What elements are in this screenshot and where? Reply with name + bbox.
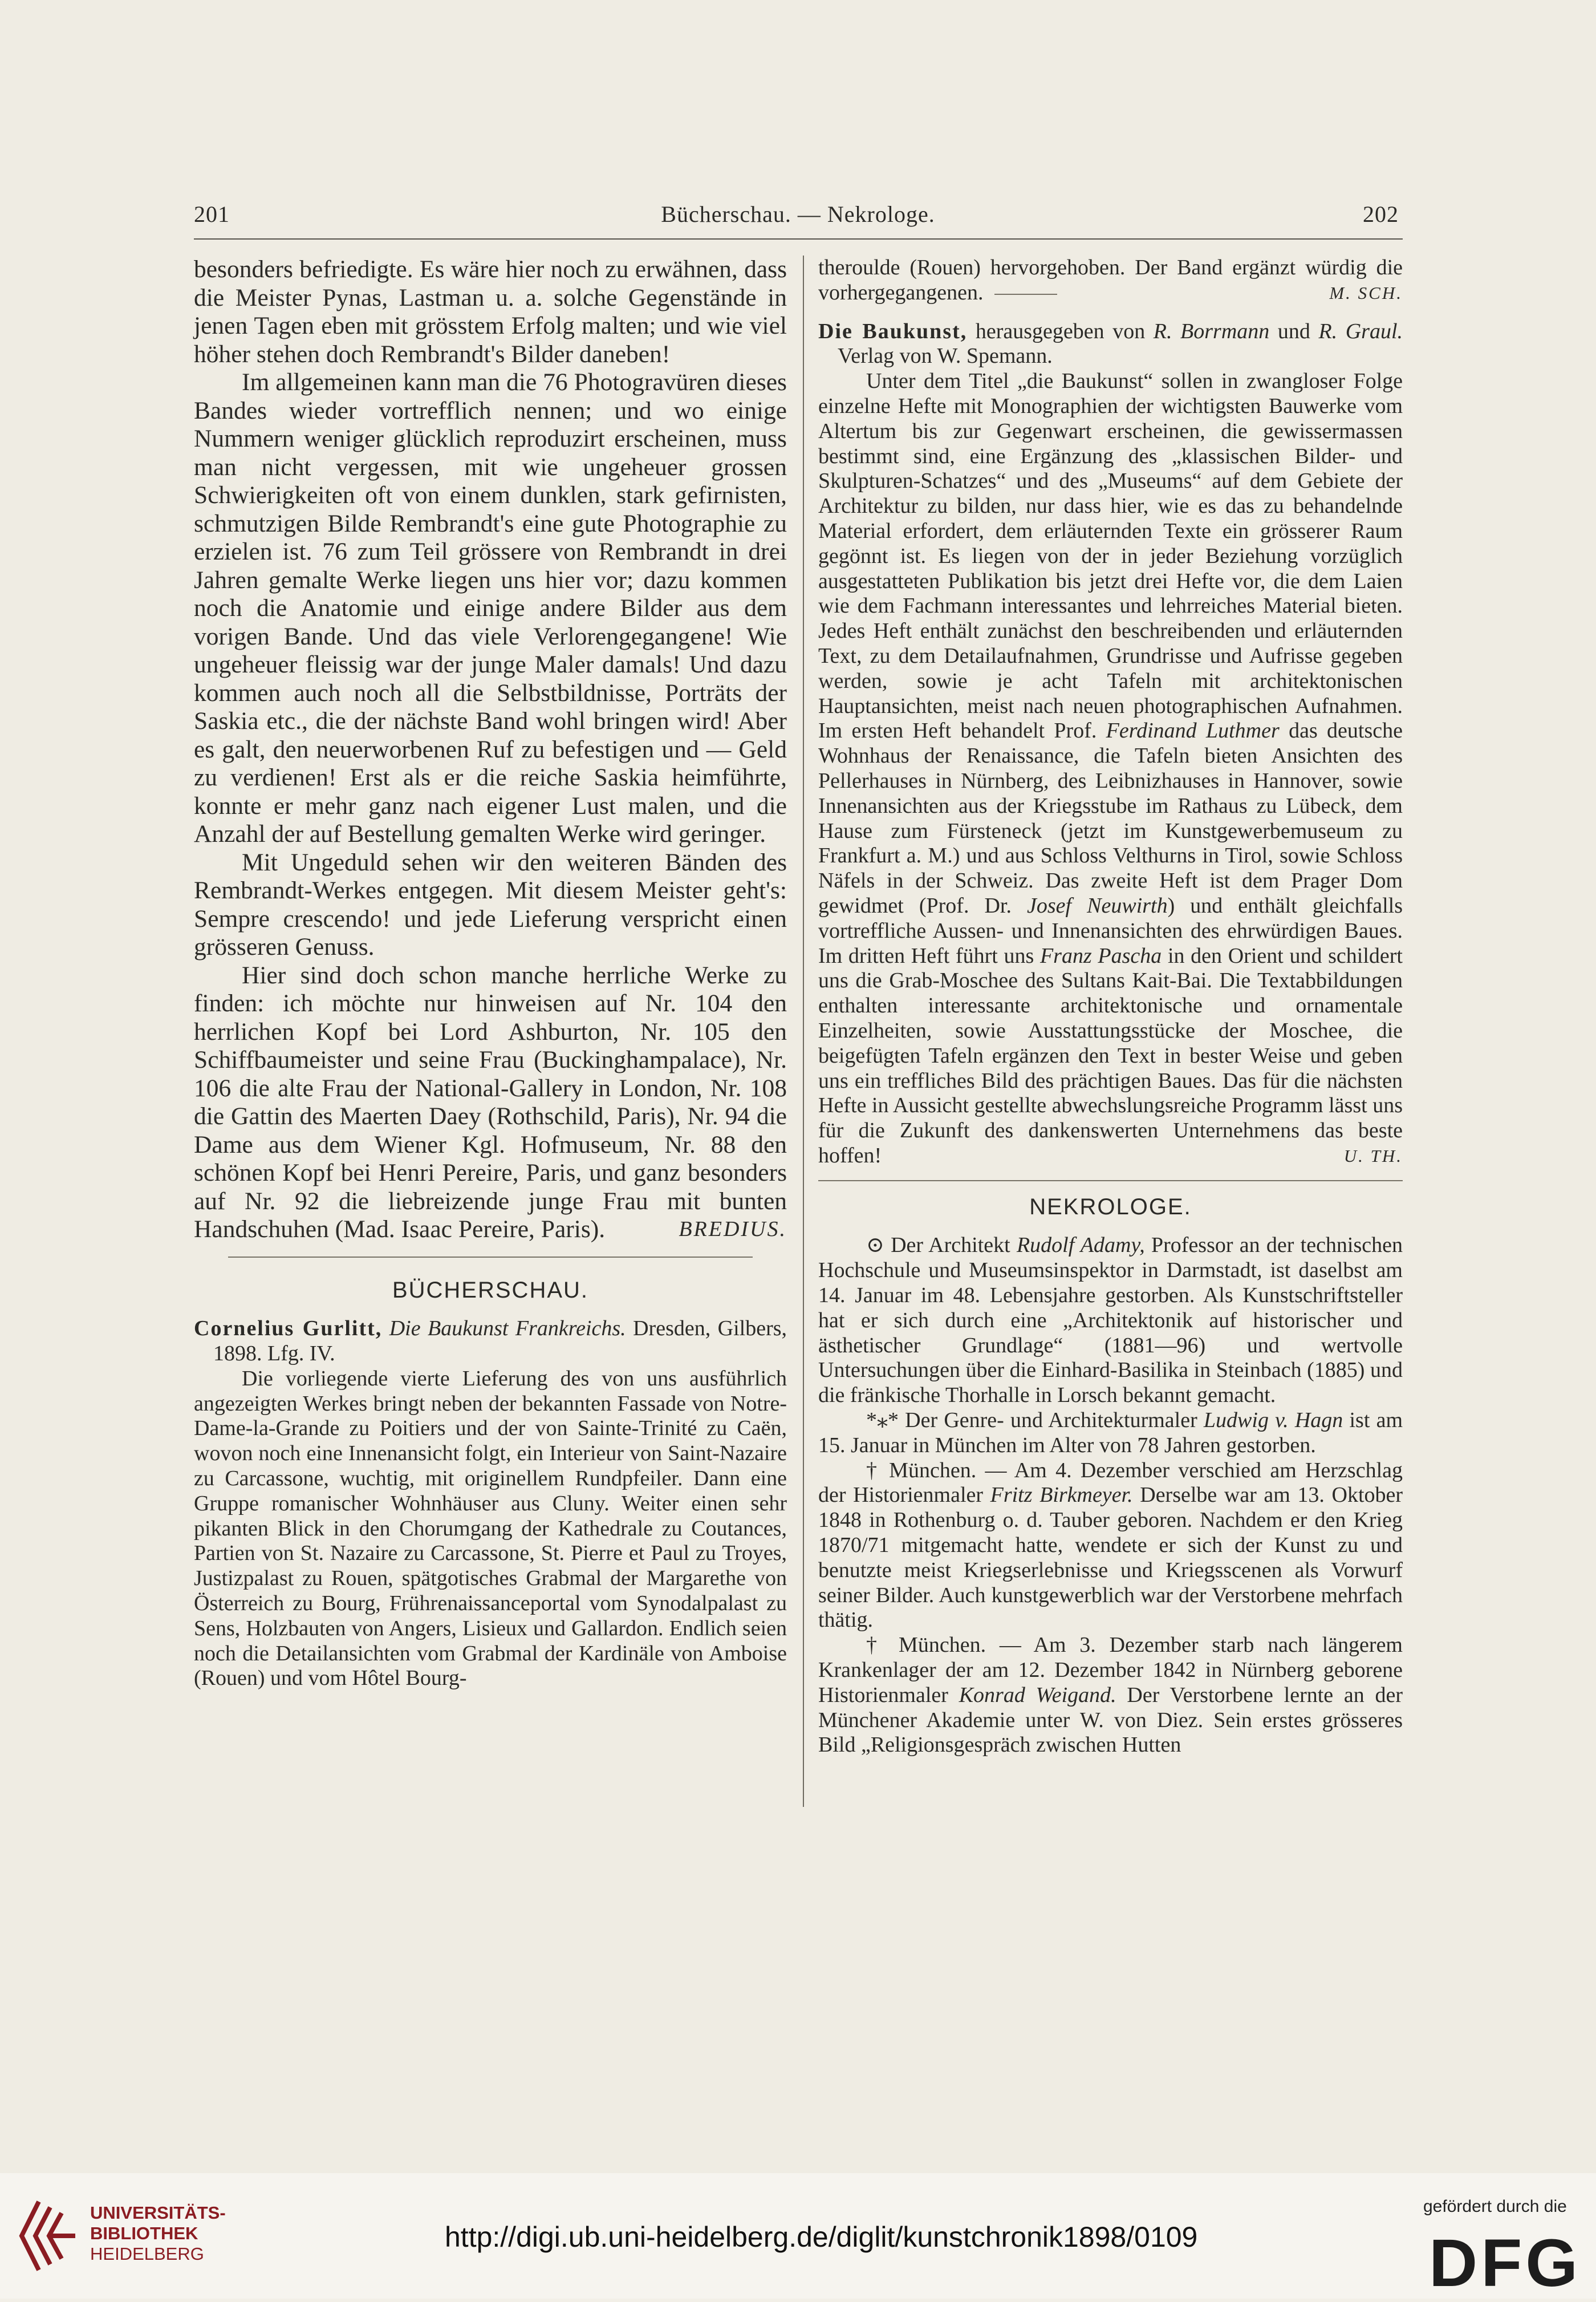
review-title: Die Baukunst Frankreichs. — [389, 1316, 626, 1341]
obituary-birkmeyer-text: Derselbe war am 13. Oktober 1848 in Rothenburg o. d. Tauber geboren. Nachdem er den Krieg 1870/71 mitgemacht hatte, wendete er sich der Kunst zu und benutzte meist Kriegserlebnisse und Kriegsscenen als Vorwurf seiner Bilder. Auch kunstgewerblich war der Verstorbene mehrfach thätig. — [818, 1483, 1403, 1632]
obituary-birkmeyer-intro: † München. — Am 4. Dezember verschied am Herzschlag der Historienmaler — [818, 1458, 1403, 1507]
left-paragraph-1: besonders befriedigte. Es wäre hier noch zu erwähnen, dass die Meister Pynas, Lastman u. a. solche Gegenstände in jenen Tagen eben mit grösstem Erfolg malten; und wie viel höher stehen doch Rembrandt's Bilder daneben! — [194, 256, 787, 368]
review-gurlitt-body: Die vorliegende vierte Lieferung des von uns ausführlich angezeigten Werkes bringt neben der bekannten Fassade von Notre-Dame-la-Grande zu Poitiers und der von Sainte-Trinité zu Caën, wovon noch eine Innenansicht folgt, ein Interieur von Saint-Nazaire zu Carcassone, wuchtig, mit originellem Rundpfeiler. Dann eine Gruppe romanischer Wohnhäuser aus Cluny. Weiter einen sehr pikanten Blick in den Chorumgang der Kathedrale zu Coutances, Partien von St. Nazaire zu Carcassone, St. Pierre et Paul zu Troyes, Justizpalast zu Rouen, spätgotisches Grabmal der Margarethe von Österreich zu Bourg, Frührenaissanceportal vom Synodalpalast zu Sens, Holzbauten von Angers, Lisieux und Gallardon. Endlich seien noch die Detailansichten vom Grabmal der Kardinäle von Amboise (Rouen) und vom Hôtel Bourg- — [194, 1366, 787, 1691]
review-publication: Dresden, Gilbers, 1898. Lfg. IV. — [213, 1316, 787, 1366]
signature-u-th: U. TH. — [1343, 1145, 1403, 1166]
review-gurlitt-heading — [194, 1316, 787, 1367]
editor-borrmann: R. Borrmann — [1153, 319, 1270, 343]
review-baukunst-heading — [818, 319, 1403, 370]
baukunst-text-b: das deutsche Wohnhaus der Renaissance, die Tafeln bieten Ansichten des Pellerhauses in Nürnberg, des Leibnizhauses in Hannover, sowie Innenansichten aus der Kriegsstube im Rathaus zu Lübeck, dem Hause zum Fürsteneck (jetzt im Kunstgewerbemuseum zu Frankfurt a. M.) und aus Schloss Velthurns in Tirol, sowie Schloss Näfels in der Schweiz. Das zweite Heft ist dem Prager Dom gewidmet (Prof. Dr. — [818, 719, 1403, 918]
page-number-right: 202 — [1363, 201, 1399, 227]
obituary-weigand — [818, 1633, 1403, 1758]
obituary-weigand-intro: † München. — Am 3. Dezember starb nach längerem Krankenlager der am 12. Dezember 1842 in Nürnberg geborene Historienmaler — [818, 1633, 1403, 1707]
left-paragraph-4-text: Hier sind doch schon manche herrliche Werke zu finden: ich möchte nur hinweisen auf Nr. 104 den herrlichen Kopf bei Lord Ashburton, Nr. 105 den Schiffbaumeister und seine Frau (Buckinghampalace), Nr. 106 die alte Frau der National-Gallery in London, Nr. 108 die Gattin des Maerten Daey (Rothschild, Paris), Nr. 94 die Dame aus dem Wiener Kgl. Hofmuseum, Nr. 88 den schönen Kopf bei Henri Pereire, Paris, und ganz besonders auf Nr. 92 die liebreizende junge Frau mit bunten Handschuhen (Mad. Isaac Pereire, Paris). — [194, 961, 787, 1243]
baukunst-text-a: Unter dem Titel „die Baukunst“ sollen in zwangloser Folge einzelne Hefte mit Monographien der wichtigsten Bauwerke vom Altertum bis zur Gegenwart erscheinen, die gewissermassen bestimmt sind, eine Ergänzung des „klassischen Bilder- und Skulpturen-Schatzes“ und des „Museums“ auf dem Gebiete der Architektur zu bilden, nur dass hier, wie es das zu behandelnde Material erfordert, dem erläuternden Texte ein grösserer Raum gegönnt ist. Es liegen von der in jeder Beziehung vorzüglich ausgestatteten Publikation bis jetzt drei Hefte vor, die dem Laien wie dem Fachmann interessantes und lehrreiches Material bieten. Jedes Heft enthält zunächst den beschreibenden und erläuternden Text, zu dem Detailaufnahmen, Grundrisse und Aufrisse gegeben werden, sowie je acht Tafeln mit architektonischen Hauptansichten, meist nach neuen photographischen Aufnahmen. Im ersten Heft behandelt Prof. — [818, 369, 1403, 743]
editors-and: und — [1277, 319, 1310, 343]
running-title: Bücherschau. — Nekrologe. — [661, 201, 935, 227]
left-column — [194, 256, 787, 1691]
obituary-birkmeyer — [818, 1458, 1403, 1634]
review-baukunst-title: Die Baukunst, — [818, 319, 968, 343]
section-title-nekrologe: NEKROLOGE. — [1029, 1194, 1192, 1219]
permalink-url[interactable]: http://digi.ub.uni-heidelberg.de/diglit/kunstchronik1898/0109 — [445, 2221, 1198, 2253]
name-birkmeyer: Fritz Birkmeyer. — [990, 1483, 1133, 1507]
library-name-line-2: BIBLIOTHEK — [90, 2223, 198, 2243]
right-column — [818, 256, 1403, 1758]
baukunst-text-d: in den Orient und schildert uns die Grab-Moschee des Sultans Kait-Bai. Die Textabbildungen enthalten interessante architektonische und ornamentale Einzelheiten, sowie Ausstattungsstücke der Moschee, die beigefügten Tafeln ergänzen den Text in bester Weise und geben uns ein treffliches Bild des prächtigen Baues. Das für die nächsten Hefte in Aussicht gestellte abwechslungsreiche Programm lässt uns für die Zukunft des dankenswerten Unternehmens das beste hoffen! — [818, 943, 1403, 1168]
name-neuwirth: Josef Neuwirth — [1027, 893, 1168, 918]
left-paragraph-2: Im allgemeinen kann man die 76 Photogravüren dieses Bandes wieder vortrefflich nennen; und wo einige Nummern weniger glücklich reproduzirt erscheinen, muss man nicht vergessen, mit wie ungeheuer grossen Schwierigkeiten oft von einem dunklen, stark gefirnisten, schmutzigen Bilde Rembrandt's eine gute Photographie zu erzielen ist. 76 zum Teil grössere von Rembrandt in drei Jahren gemalte Werke liegen uns hier vor; dazu kommen noch die Anatomie und einige andere Bilder aus dem vorigen Bande. Und das viele Verlorengegangene! Wie ungeheuer fleissig war der junge Maler damals! Und dazu kommen auch noch all die Selbstbildnisse, Porträts der Saskia etc., die der nächste Band wohl bringen wird! Aber es galt, den neuerworbenen Ruf zu befestigen und — Geld zu verdienen! Erst als er die reiche Saskia heimführte, konnte er mehr ganz nach eigener Lust malen, und die Anzahl der auf Bestellung gemalten Werke wird geringer. — [194, 368, 787, 848]
funded-by-label: gefördert durch die — [1423, 2197, 1567, 2216]
obituary-hagn-intro: *⁎* Der Genre- und Architekturmaler — [866, 1408, 1197, 1433]
library-name — [90, 2203, 226, 2264]
name-luthmer: Ferdinand Luthmer — [1106, 719, 1280, 743]
name-hagn: Ludwig v. Hagn — [1203, 1408, 1343, 1433]
page-number-left: 201 — [194, 201, 230, 227]
obituary-weigand-text: Der Verstorbene lernte an der Münchener Akademie unter W. von Diez. Sein erstes grösseres Bild „Religionsgespräch zwischen Hutten — [818, 1683, 1403, 1757]
signature-bredius: BREDIUS. — [679, 1217, 787, 1241]
review-author: Cornelius Gurlitt, — [194, 1316, 383, 1341]
review-baukunst-body — [818, 369, 1403, 1169]
left-paragraph-3: Mit Ungeduld sehen wir den weiteren Bänden des Rembrandt-Werkes entgegen. Mit diesem Meister geht's: Sempre crescendo! und jede Lieferung verspricht einen grösseren Genuss. — [194, 848, 787, 960]
obituary-adamy — [818, 1233, 1403, 1408]
obituary-adamy-text: Professor an der technischen Hochschule und Museumsinspektor in Darmstadt, ist daselbst am 14. Januar im 48. Lebensjahre gestorben. Als Kunstschriftsteller hat er sich durch eine „Architektonik auf historischer und ästhetischer Grundlage“ (1881—96) und wertvolle Untersuchungen über die Einhard-Basilika in Steinbach (1885) und die fränkische Thorhalle in Lorsch bekannt gemacht. — [818, 1233, 1403, 1408]
section-rule — [228, 1257, 753, 1258]
left-paragraph-4 — [194, 962, 787, 1244]
name-adamy: Rudolf Adamy, — [1016, 1233, 1145, 1258]
short-rule — [994, 294, 1057, 295]
section-title-buecherschau: BÜCHERSCHAU. — [392, 1277, 589, 1303]
signature-m-sch: M. SCH. — [1329, 282, 1403, 303]
review-continuation — [818, 256, 1403, 306]
name-weigand: Konrad Weigand. — [959, 1683, 1116, 1707]
nekrologe-rule — [818, 1180, 1403, 1181]
library-name-line-1: UNIVERSITÄTS- — [90, 2203, 226, 2223]
review-baukunst-publisher: Verlag von W. Spemann. — [838, 344, 1053, 368]
review-baukunst-editors-intro: herausgegeben von — [975, 319, 1146, 343]
editor-graul: R. Graul. — [1318, 319, 1403, 343]
obituary-adamy-intro: ⊙ Der Architekt — [866, 1233, 1010, 1258]
baukunst-text-c: ) und enthält gleichfalls vortreffliche Aussen- und Innenansichten des ehrwürdigen Baues. Im dritten Heft führt uns — [818, 893, 1403, 968]
library-name-line-3: HEIDELBERG — [90, 2244, 204, 2264]
name-pascha: Franz Pascha — [1039, 943, 1162, 968]
heidelberg-library-logo-icon — [16, 2196, 79, 2276]
obituary-hagn — [818, 1408, 1403, 1458]
header-rule — [194, 238, 1403, 240]
review-continuation-text: theroulde (Rouen) hervorgehoben. Der Band ergänzt würdig die vorhergegangenen. — [818, 256, 1403, 305]
obituary-hagn-text: ist am 15. Januar in München im Alter von 78 Jahren gestorben. — [818, 1408, 1403, 1457]
dfg-logo: DFG — [1429, 2226, 1582, 2301]
column-divider — [803, 256, 804, 1807]
